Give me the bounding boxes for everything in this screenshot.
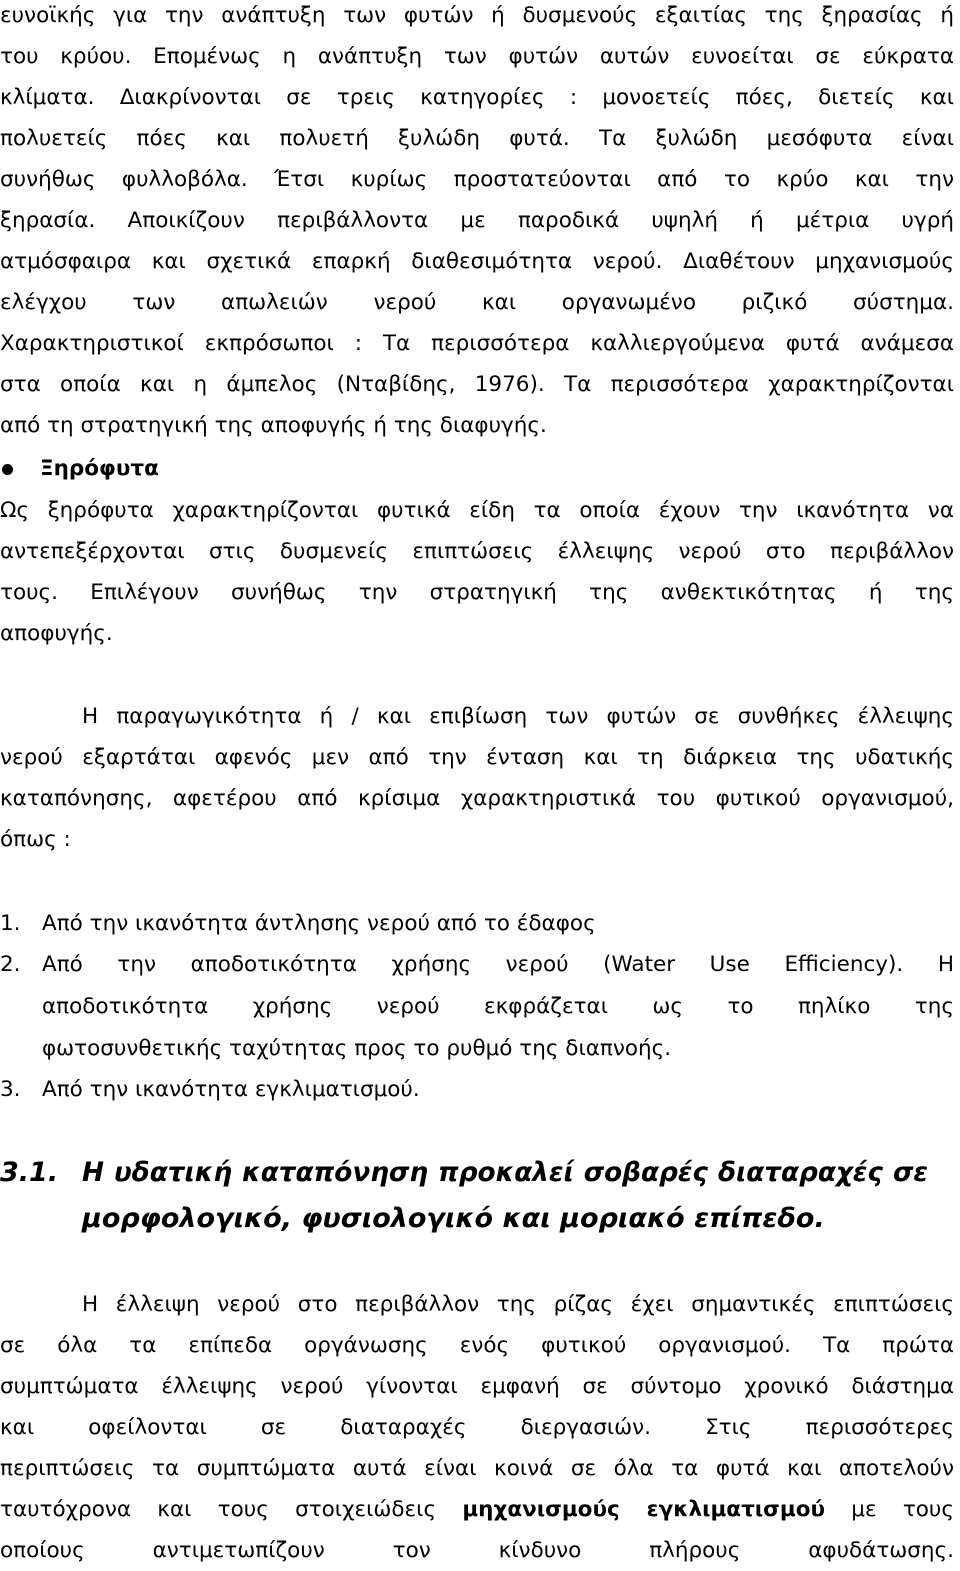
- text-line: σε όλα τα επίπεδα οργάνωσης ενός φυτικού οργανισμού. Τα πρώτα: [0, 1333, 954, 1358]
- text-line: Χαρακτηριστικοί εκπρόσωποι : Τα περισσότερα καλλιεργούμενα φυτά ανάμεσα: [0, 331, 954, 356]
- list-item: [0, 904, 954, 944]
- bullet-dot-icon: [2, 464, 13, 475]
- text-line: ξηρασία. Αποικίζουν περιβάλλοντα με παροδικά υψηλή ή μέτρια υγρή: [0, 208, 954, 233]
- text-span: με τους: [851, 1497, 954, 1522]
- heading-text: μορφολογικό, φυσιολογικό και μοριακό επίπεδο.: [82, 1203, 825, 1234]
- text-line: νερού εξαρτάται αφενός μεν από την ένταση και τη διάρκεια της υδατικής: [0, 745, 954, 770]
- text-line: πολυετείς πόες και πολυετή ξυλώδη φυτά. Τα ξυλώδη μεσόφυτα είναι: [0, 126, 954, 151]
- list-item: [0, 1070, 954, 1110]
- bold-text-span: μηχανισμούς εγκλιματισμού: [462, 1497, 826, 1522]
- heading-line: [0, 1150, 954, 1196]
- text-line: ατμόσφαιρα και σχετικά επαρκή διαθεσιμότητα νερού. Διαθέτουν μηχανισμούς: [0, 249, 954, 274]
- list-number: 3.: [0, 1077, 21, 1102]
- text-line: και οφείλονται σε διαταραχές διεργασιών. Στις περισσότερες: [0, 1415, 954, 1440]
- list-text: Από την αποδοτικότητα χρήσης νερού (Water Use Efficiency). Η: [42, 952, 954, 977]
- text-line-mixed: [0, 1490, 954, 1530]
- list-text: αποδοτικότητα χρήσης νερού εκφράζεται ως το πηλίκο της: [42, 994, 954, 1019]
- text-line: οποίους αντιμετωπίζουν τον κίνδυνο πλήρους αφυδάτωσης.: [0, 1538, 954, 1563]
- heading-number: 3.1.: [0, 1157, 59, 1188]
- text-line: Η παραγωγικότητα ή / και επιβίωση των φυτών σε συνθήκες έλλειψης: [82, 704, 954, 729]
- bullet-label: Ξηρόφυτα: [40, 456, 159, 481]
- text-line: τους. Επιλέγουν συνήθως την στρατηγική της ανθεκτικότητας ή της: [0, 580, 954, 605]
- text-line: όπως :: [0, 827, 71, 852]
- heading-line: [0, 1196, 954, 1242]
- text-line: συμπτώματα έλλειψης νερού γίνονται εμφανή σε σύντομο χρονικό διάστημα: [0, 1374, 954, 1399]
- text-line: αποφυγής.: [0, 621, 113, 646]
- heading-text: Η υδατική καταπόνηση προκαλεί σοβαρές διαταραχές σε: [82, 1158, 928, 1188]
- text-line: Η έλλειψη νερού στο περιβάλλον της ρίζας έχει σημαντικές επιπτώσεις: [82, 1292, 954, 1317]
- list-item: [0, 945, 954, 985]
- bullet-item-xerophytes: [0, 449, 954, 489]
- text-line: ελέγχου των απωλειών νερού και οργανωμένο ριζικό σύστημα.: [0, 290, 954, 315]
- text-line: περιπτώσεις τα συμπτώματα αυτά είναι κοινά σε όλα τα φυτά και αποτελούν: [0, 1456, 954, 1481]
- text-line: από τη στρατηγική της αποφυγής ή της διαφυγής.: [0, 413, 547, 438]
- list-number: 1.: [0, 911, 21, 936]
- list-number: 2.: [0, 952, 21, 977]
- text-line: συνήθως φυλλοβόλα. Έτσι κυρίως προστατεύονται από το κρύο και την: [0, 167, 954, 192]
- text-span: ταυτόχρονα και τους στοιχειώδεις: [0, 1497, 437, 1522]
- list-text: Από την ικανότητα εγκλιματισμού.: [42, 1077, 420, 1102]
- text-line: Ως ξηρόφυτα χαρακτηρίζονται φυτικά είδη τα οποία έχουν την ικανότητα να: [0, 498, 954, 523]
- list-text: φωτοσυνθετικής ταχύτητας προς το ρυθμό της διαπνοής.: [42, 1036, 672, 1061]
- text-line: καταπόνησης, αφετέρου από κρίσιμα χαρακτηριστικά του φυτικού οργανισμού,: [0, 786, 954, 811]
- text-line: του κρύου. Επομένως η ανάπτυξη των φυτών αυτών ευνοείται σε εύκρατα: [0, 44, 954, 69]
- text-line: αντεπεξέρχονται στις δυσμενείς επιπτώσεις έλλειψης νερού στο περιβάλλον: [0, 539, 954, 564]
- text-line: κλίματα. Διακρίνονται σε τρεις κατηγορίες : μονοετείς πόες, διετείς και: [0, 85, 954, 110]
- text-line: στα οποία και η άμπελος (Νταβίδης, 1976). Τα περισσότερα χαρακτηρίζονται: [0, 372, 954, 397]
- list-text: Από την ικανότητα άντλησης νερού από το έδαφος: [42, 911, 596, 936]
- text-line: ευνοϊκής για την ανάπτυξη των φυτών ή δυσμενούς εξαιτίας της ξηρασίας ή: [0, 3, 954, 28]
